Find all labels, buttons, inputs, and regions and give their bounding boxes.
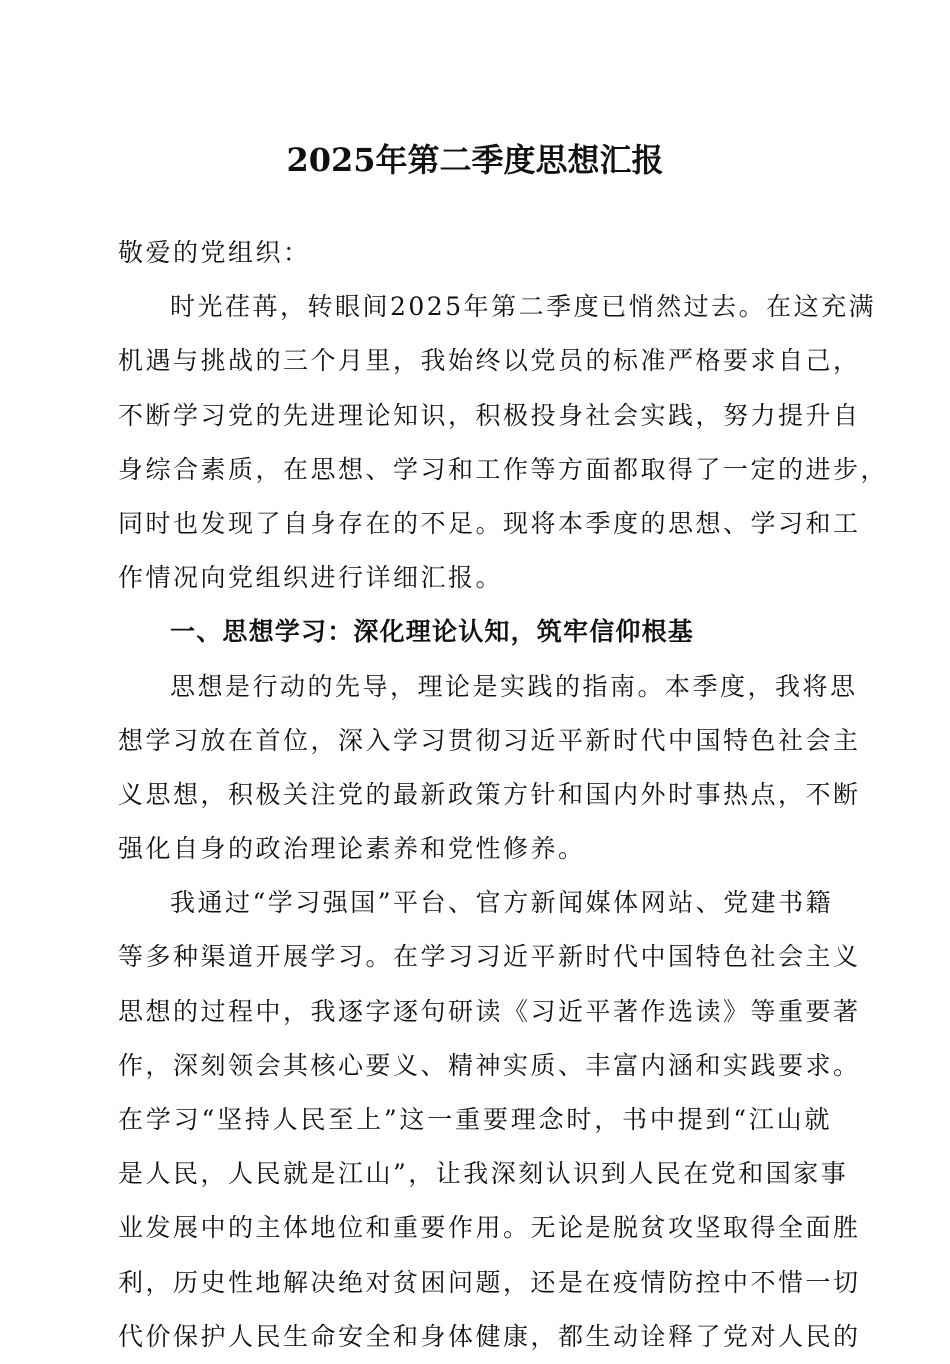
- body-line: 利，历史性地解决绝对贫困问题，还是在疫情防控中不惜一切: [118, 1267, 861, 1297]
- document-body: [118, 226, 889, 1364]
- body-line: 想学习放在首位，深入学习贯彻习近平新时代中国特色社会主: [118, 725, 861, 755]
- body-line: 思想是行动的先导，理论是实践的指南。本季度，我将思: [170, 671, 858, 701]
- body-line: 身综合素质，在思想、学习和工作等方面都取得了一定的进步，: [118, 454, 889, 484]
- body-line: 是人民，人民就是江山”，让我深刻认识到人民在党和国家事: [118, 1159, 849, 1189]
- body-line: 思想的过程中，我逐字逐句研读《习近平著作选读》等重要著: [118, 996, 861, 1026]
- body-line: 代价保护人民生命安全和身体健康，都生动诠释了党对人民的: [118, 1321, 861, 1351]
- body-line: 我通过“学习强国”平台、官方新闻媒体网站、党建书籍: [170, 888, 834, 918]
- body-line: 时光荏苒，转眼间2025年第二季度已悄然过去。在这充满: [170, 292, 877, 322]
- document-title: 2025年第二季度思想汇报: [286, 141, 664, 179]
- body-line: 作，深刻领会其核心要义、精神实质、丰富内涵和实践要求。: [118, 1050, 861, 1080]
- body-line: 强化自身的政治理论素养和党性修养。: [118, 834, 586, 864]
- body-line: 义思想，积极关注党的最新政策方针和国内外时事热点，不断: [118, 779, 861, 809]
- body-line: 不断学习党的先进理论知识，积极投身社会实践，努力提升自: [118, 400, 861, 430]
- body-line: 机遇与挑战的三个月里，我始终以党员的标准严格要求自己，: [118, 346, 861, 376]
- salutation-line: 敬爱的党组织：: [118, 238, 311, 267]
- body-line: 等多种渠道开展学习。在学习习近平新时代中国特色社会主义: [118, 942, 861, 972]
- body-line: 在学习“坚持人民至上”这一重要理念时，书中提到“江山就: [118, 1105, 832, 1134]
- body-line: 同时也发现了自身存在的不足。现将本季度的思想、学习和工: [118, 508, 861, 538]
- section-heading: 一、思想学习：深化理论认知，筑牢信仰根基: [170, 617, 695, 647]
- body-line: 业发展中的主体地位和重要作用。无论是脱贫攻坚取得全面胜: [118, 1213, 861, 1243]
- body-line: 作情况向党组织进行详细汇报。: [118, 563, 504, 593]
